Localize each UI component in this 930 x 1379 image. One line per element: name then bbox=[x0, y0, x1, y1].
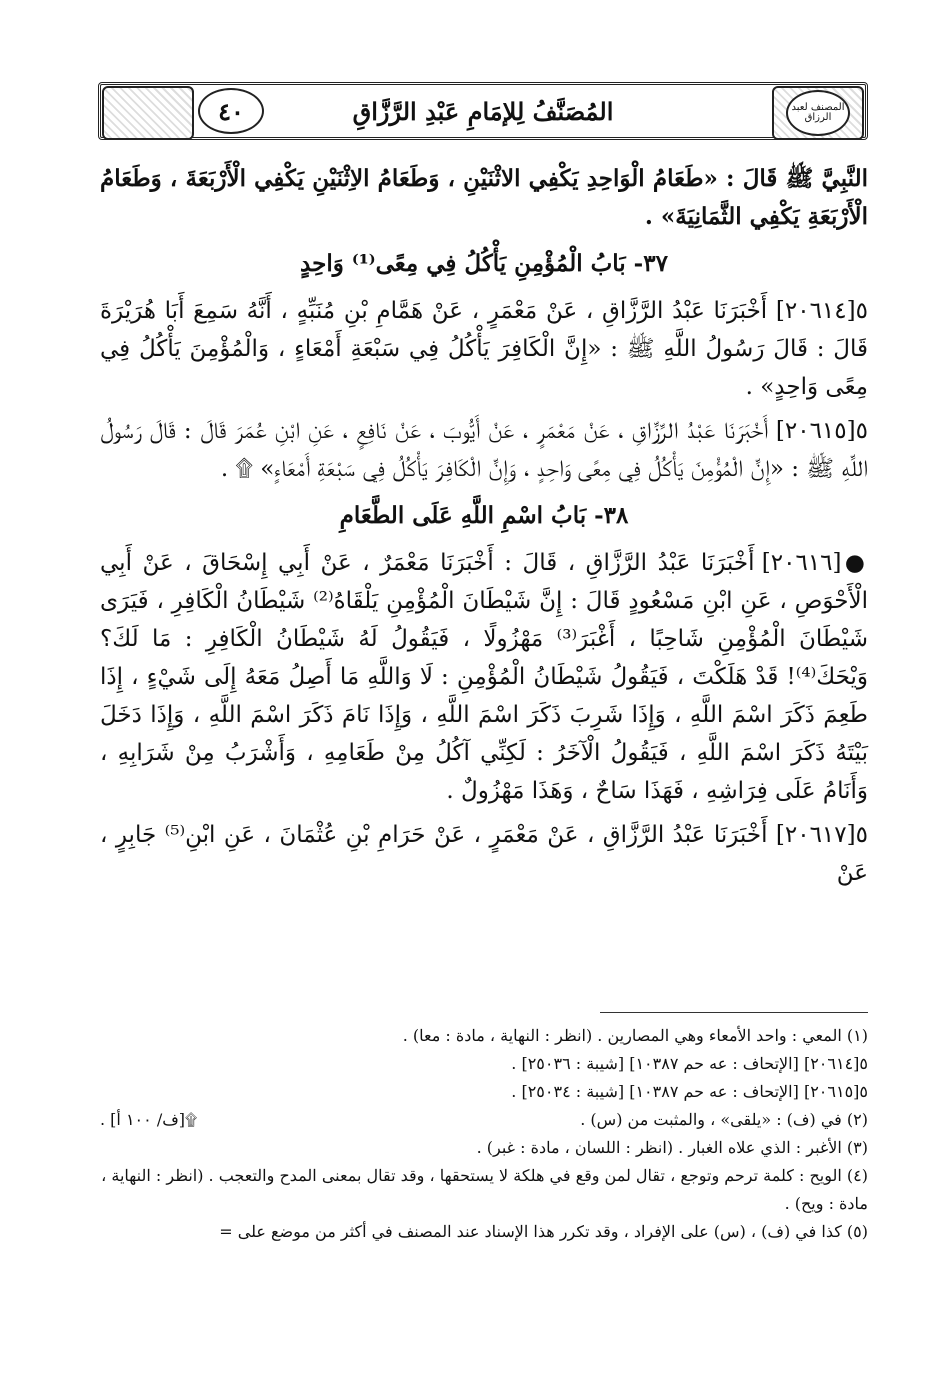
footnote-3: (٣) الأغبر : الذي علاه الغبار . (انظر : اللسان ، مادة : غبر) . bbox=[476, 1138, 868, 1157]
book-seal-logo: المصنف لعبد الرزاق bbox=[786, 90, 850, 136]
chapter-heading-38: ٣٨- بَابُ اسْمِ اللَّهِ عَلَى الطَّعَامِ bbox=[339, 502, 629, 529]
hadith-20617: ٥[٢٠٦١٧] أَخْبَرَنَا عَبْدُ الرَّزَّاقِ ، عَنْ مَعْمَرٍ ، عَنْ حَرَامِ بْنِ عُثْمَانَ ، عَنِ ابْنِ⁽⁵⁾ جَابِرٍ ، عَنْ bbox=[100, 822, 868, 886]
main-text bbox=[100, 160, 868, 892]
page-number: ٤٠ bbox=[198, 88, 264, 134]
footnote-1: (١) المعي : واحد الأمعاء وهي المصارين . (انظر : النهاية ، مادة : معا) . bbox=[402, 1026, 868, 1045]
page-header bbox=[98, 82, 868, 140]
footnote-divider bbox=[600, 1012, 868, 1013]
footnote-row bbox=[100, 1106, 868, 1134]
hadith-20616: ●[٢٠٦١٦] أَخْبَرَنَا عَبْدُ الرَّزَّاقِ ، قَالَ : أَخْبَرَنَا مَعْمَرٌ ، عَنْ أَبِي إِسْحَاقَ ، عَنْ أَبِي الْأَحْوَصِ ، عَنِ ابْنِ مَسْعُودٍ قَالَ : إِنَّ شَيْطَانَ الْمُؤْمِنِ يَلْقَاهُ⁽²⁾ شَيْطَانُ الْكَافِرِ ، فَيَرَى شَيْطَانَ الْمُؤْمِنِ شَاحِبًا ، أَغْبَرَ⁽³⁾ مَهْزُولًا ، فَيَقُولُ لَهُ شَيْطَانُ الْكَافِرِ : مَا لَكَ؟ وَيْحَكَ⁽⁴⁾! قَدْ هَلَكْتَ ، فَيَقُولُ شَيْطَانُ الْمُؤْمِنِ : لَا وَاللَّهِ مَا أَصِلُ مَعَهُ إِلَى شَيْءٍ ، إِذَا طَعِمَ ذَكَرَ اسْمَ اللَّهِ ، وَإِذَا شَرِبَ ذَكَرَ اسْمَ اللَّهِ ، وَإِذَا نَامَ ذَكَرَ اسْمَ اللَّهِ ، وَإِذَا دَخَلَ بَيْتَهُ ذَكَرَ اسْمَ اللَّهِ ، فَيَقُولُ الْآخَرُ : لَكِنِّي آكُلُ مِنْ طَعَامِهِ ، وَأَشْرَبُ مِنْ شَرَابِهِ ، وَأَنَامُ عَلَى فِرَاشِهِ ، فَهَذَا سَاحٌ ، وَهَذَا مَهْزُولٌ . bbox=[100, 550, 869, 804]
hadith-20615: ٥[٢٠٦١٥] أَخْبَرَنَا عَبْدُ الرَّزَّاقِ ، عَنْ مَعْمَرٍ ، عَنْ أَيُّوبَ ، عَنْ نَافِعٍ ، عَنِ ابْنِ عُمَرَ قَالَ : قَالَ رَسُولُ اللَّهِ ﷺ : «إِنَّ الْمُؤْمِنَ يَأْكُلُ فِي مِعًى وَاحِدٍ ، وَإِنَّ الْكَافِرَ يَأْكُلُ فِي سَبْعَةِ أَمْعَاءٍ» ۩ . bbox=[100, 418, 868, 482]
footnote-folio: ۩[ف/ ١٠٠ أ] . bbox=[100, 1110, 198, 1129]
footnote-5: (٥) كذا في (ف) ، (س) على الإفراد ، وقد تكرر هذا الإسناد عند المصنف في أكثر من موضع على = bbox=[219, 1222, 868, 1241]
left-ornament-panel bbox=[102, 86, 194, 140]
footnote-2: (٢) في (ف) : «يلقى» ، والمثبت من (س) . bbox=[580, 1110, 868, 1129]
footnote-ref-20615: ٥[٢٠٦١٥] [الإتحاف : عه حم ١٠٣٨٧] [شيبة : ٢٥٠٣٤] . bbox=[511, 1082, 868, 1101]
right-ornament-panel bbox=[772, 86, 864, 140]
hadith-20614: ٥[٢٠٦١٤] أَخْبَرَنَا عَبْدُ الرَّزَّاقِ ، عَنْ مَعْمَرٍ ، عَنْ هَمَّامِ بْنِ مُنَبِّهٍ ، أَنَّهُ سَمِعَ أَبَا هُرَيْرَةَ قَالَ : قَالَ رَسُولُ اللَّهِ ﷺ : «إِنَّ الْكَافِرَ يَأْكُلُ فِي سَبْعَةِ أَمْعَاءٍ ، وَالْمُؤْمِنَ يَأْكُلُ فِي مِعًى وَاحِدٍ» . bbox=[100, 298, 868, 400]
hadith-continuation: النَّبِيَّ ﷺ قَالَ : «طَعَامُ الْوَاحِدِ يَكْفِي الاثْنَيْنِ ، وَطَعَامُ الاِثْنَيْنِ يَكْفِي الْأَرْبَعَةَ ، وَطَعَامُ الْأَرْبَعَةِ يَكْفِي الثَّمَانِيَةَ» . bbox=[100, 165, 868, 230]
footnote-4: (٤) الويح : كلمة ترحم وتوجع ، تقال لمن وقع في هلكة لا يستحقها ، وقد تقال بمعنى المدح والتعجب . (انظر : النهاية ، مادة : ويح) . bbox=[101, 1166, 868, 1213]
footnotes bbox=[100, 1022, 868, 1246]
book-title: المُصَنَّفُ لِلإمَامِ عَبْدِ الرَّزَّاقِ bbox=[352, 96, 614, 126]
chapter-heading-37: ٣٧- بَابُ الْمُؤْمِنِ يَأْكُلُ فِي مِعًى⁽¹⁾ وَاحِدٍ bbox=[300, 250, 668, 277]
footnote-ref-20614: ٥[٢٠٦١٤] [الإتحاف : عه حم ١٠٣٨٧] [شيبة : ٢٥٠٣٦] . bbox=[511, 1054, 868, 1073]
